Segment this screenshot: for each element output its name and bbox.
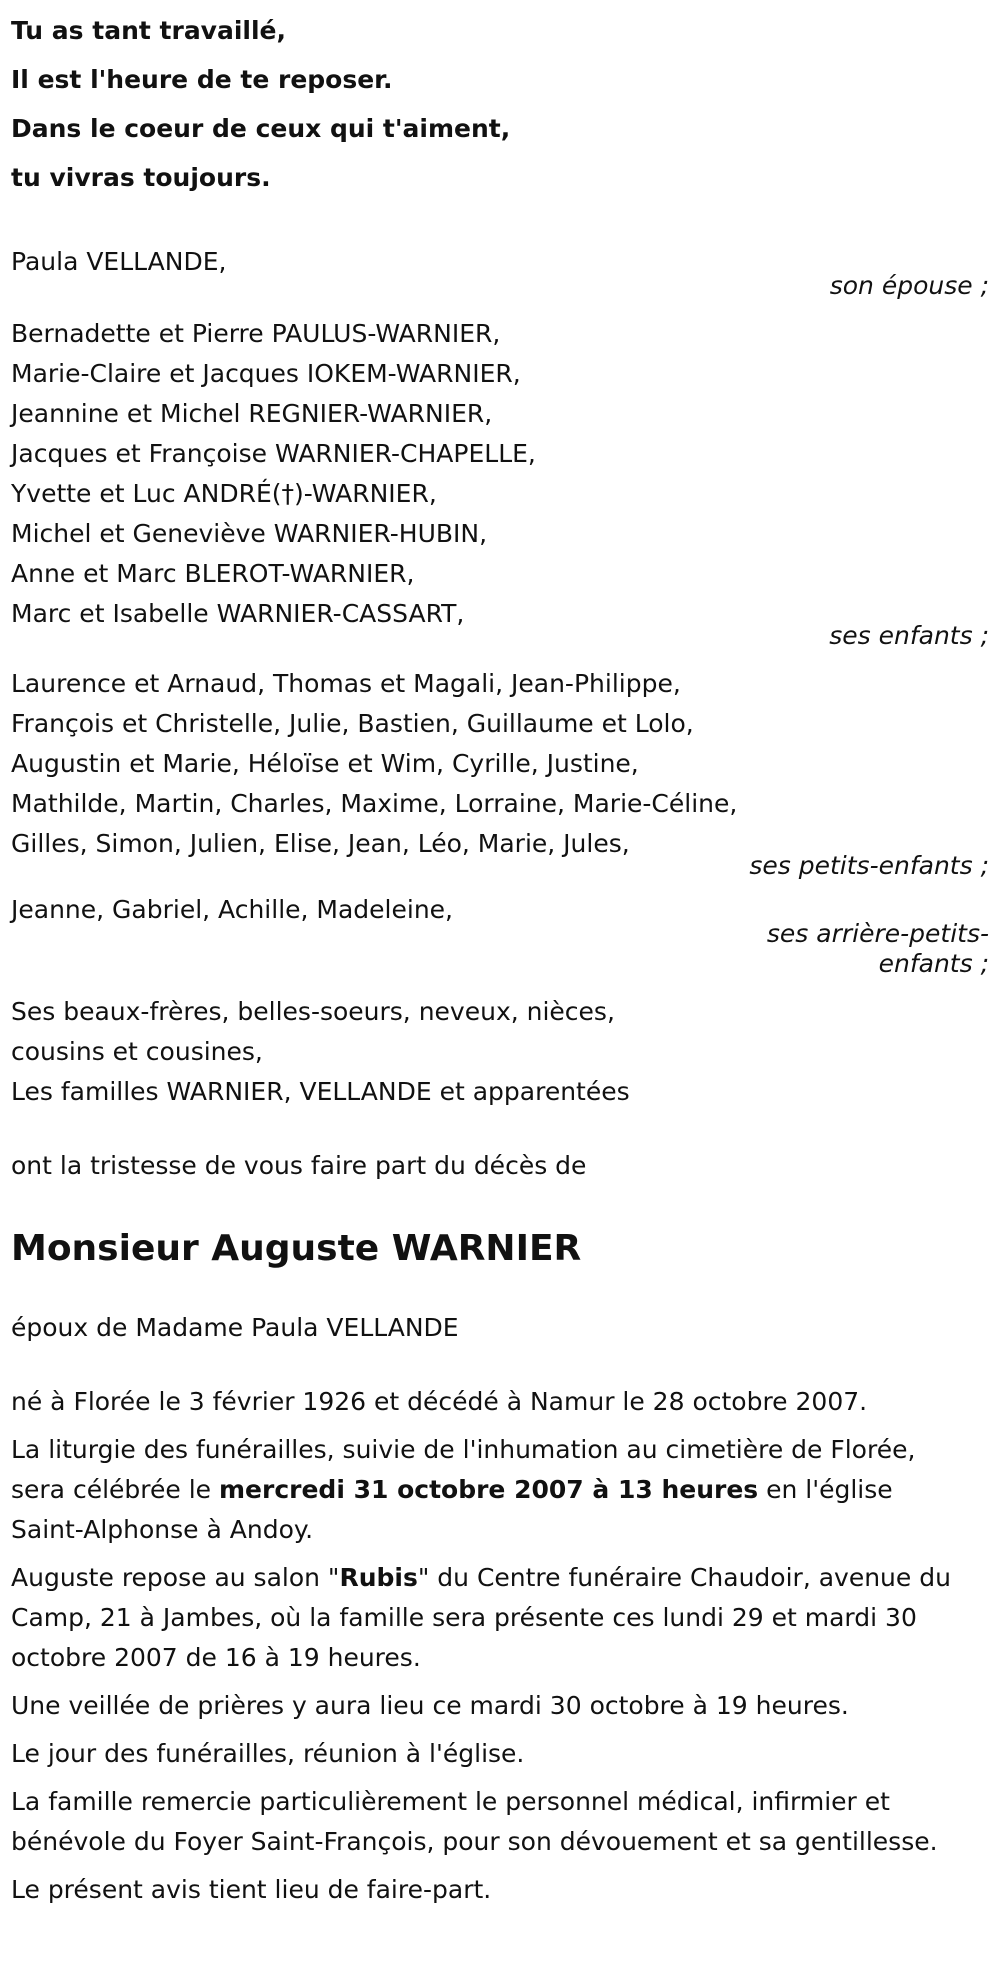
family-name-line: Augustin et Marie, Héloïse et Wim, Cyrille, Justine, [11,749,639,778]
meeting-paragraph: Le jour des funérailles, réunion à l'église. [11,1739,525,1768]
grandchildren-group [11,664,991,886]
great-grandchildren-group [11,890,991,984]
family-name-line: François et Christelle, Julie, Bastien, Guillaume et Lolo, [11,709,694,738]
family-name-line: cousins et cousines, [11,1037,263,1066]
birth-death-text: né à Florée le 3 février 1926 et décédé à Namur le 28 octobre 2007. [11,1387,868,1416]
memorial-poem [11,6,991,202]
poem-line: Dans le coeur de ceux qui t'aiment, [11,114,511,143]
children-group [11,314,991,656]
poem-line: Il est l'heure de te reposer. [11,65,393,94]
funeral-text: La liturgie des funérailles, suivie de l'inhumation au cimetière de Florée, sera célébrée le [11,1435,916,1504]
family-name-line: Jeanne, Gabriel, Achille, Madeleine, [11,895,453,924]
announcement-text: ont la tristesse de vous faire part du décès de [11,1151,587,1180]
family-name-line: Bernadette et Pierre PAULUS-WARNIER, [11,319,501,348]
family-name-line: Jacques et Françoise WARNIER-CHAPELLE, [11,439,536,468]
spouse-of-text: époux de Madame Paula VELLANDE [11,1313,459,1342]
family-name-line: Ses beaux-frères, belles-soeurs, neveux, nièces, [11,997,615,1026]
obituary-notice [11,6,991,1918]
family-name-line: Jeannine et Michel REGNIER-WARNIER, [11,399,493,428]
family-name-line: Paula VELLANDE, [11,247,227,276]
viewing-paragraph [11,1558,971,1678]
extended-family [11,992,991,1112]
funeral-text: en l'église Saint-Alphonse à Andoy. [11,1475,893,1544]
closing-paragraph: Le présent avis tient lieu de faire-part. [11,1875,492,1904]
family-name-line: Marie-Claire et Jacques IOKEM-WARNIER, [11,359,521,388]
viewing-text: Auguste repose au salon " [11,1563,340,1592]
family-name-line: Michel et Geneviève WARNIER-HUBIN, [11,519,488,548]
family-name-line: Yvette et Luc ANDRÉ(†)-WARNIER, [11,479,437,508]
poem-line: tu vivras toujours. [11,163,271,192]
relation-label: ses enfants ; [829,621,989,650]
thanks-paragraph: La famille remercie particulièrement le personnel médical, infirmier et bénévole du Foyer Saint-François, pour son dévouement et sa gentillesse. [11,1787,938,1856]
funeral-date: mercredi 31 octobre 2007 à 13 heures [218,1475,759,1504]
poem-line: Tu as tant travaillé, [11,16,287,45]
deceased-name: Monsieur Auguste WARNIER [11,1228,582,1269]
salon-name: Rubis [339,1563,418,1592]
family-name-line: Marc et Isabelle WARNIER-CASSART, [11,599,465,628]
funeral-paragraph [11,1430,971,1550]
family-name-line: Les familles WARNIER, VELLANDE et apparentées [11,1077,630,1106]
relation-label: son épouse ; [829,271,989,300]
family-name-line: Gilles, Simon, Julien, Elise, Jean, Léo, Marie, Jules, [11,829,630,858]
family-name-line: Mathilde, Martin, Charles, Maxime, Lorraine, Marie-Céline, [11,789,738,818]
relation-label: ses arrière-petits- [766,919,989,948]
spouse-group [11,242,991,306]
family-name-line: Anne et Marc BLEROT-WARNIER, [11,559,415,588]
viewing-text: " du Centre funéraire Chaudoir, avenue du Camp, 21 à Jambes, où la famille sera présente ces lundi 29 et mardi 30 octobre 2007 de 16 à 19 heures. [11,1563,951,1672]
relation-label: ses petits-enfants ; [749,851,989,880]
family-name-line: Laurence et Arnaud, Thomas et Magali, Jean-Philippe, [11,669,681,698]
relation-label: enfants ; [878,949,989,978]
vigil-paragraph: Une veillée de prières y aura lieu ce mardi 30 octobre à 19 heures. [11,1691,849,1720]
